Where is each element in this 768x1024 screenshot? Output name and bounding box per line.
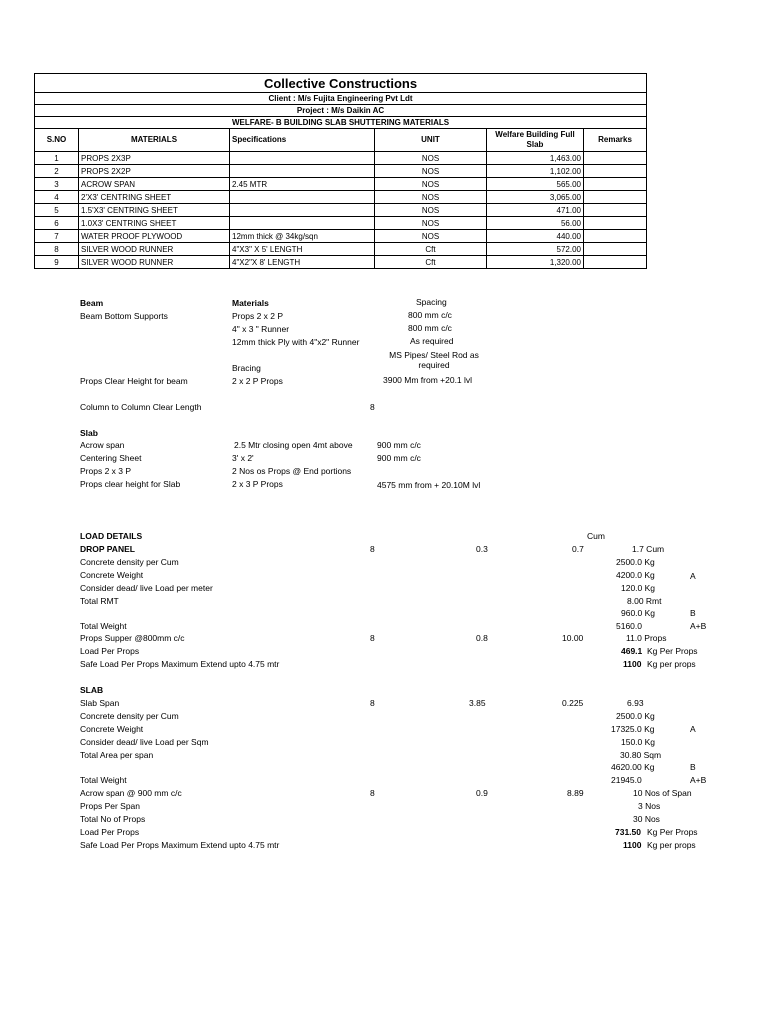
dp-dead-label: Consider dead/ live Load per meter [80,583,213,593]
slab-r2-sp: 900 mm c/c [377,453,421,463]
cell-spec [230,165,375,178]
slab-dead-label: Consider dead/ live Load per Sqm [80,737,209,747]
slab-weight-label: Concrete Weight [80,724,144,734]
dp-lpp-label: Load Per Props [80,646,140,656]
cell-spec [230,217,375,230]
slab-acrow-label: Acrow span @ 900 mm c/c [80,788,182,798]
cell-spec [230,204,375,217]
slab-title: SLAB [80,685,104,695]
dp-weight-tag: A [690,571,696,581]
cell-spec [230,152,375,165]
beam-m5: 2 x 2 P Props [232,376,283,386]
cell-unit: NOS [375,152,487,165]
slab-total-val: 21945.0 [611,775,642,785]
cell-sno: 5 [35,204,79,217]
table-row [35,217,647,230]
cell-remarks [584,165,647,178]
cell-qty: 3,065.00 [487,191,584,204]
table-row [35,256,647,269]
dp-weight-val: 4200.0 Kg [616,570,655,580]
cell-material: SILVER WOOD RUNNER [79,243,230,256]
cell-spec: 2.45 MTR [230,178,375,191]
dp-props-a: 8 [370,633,375,643]
cell-qty: 1,463.00 [487,152,584,165]
dp-rmt-val: 8.00 Rmt [627,596,662,606]
table-row [35,152,647,165]
dp-total-tag: A+B [690,621,707,631]
slab-r4-label: Props clear height for Slab [80,479,181,489]
slab-r1-sp: 900 mm c/c [377,440,421,450]
cell-qty: 56.00 [487,217,584,230]
slab-lpp-unit: Kg Per Props [647,827,698,837]
subject-line: WELFARE- B BUILDING SLAB SHUTTERING MATERIALS [35,117,647,129]
slab-r1-mat: 2.5 Mtr closing open 4mt above [234,440,353,450]
beam-s1: 800 mm c/c [408,310,452,320]
cell-spec: 12mm thick @ 34kg/sqn [230,230,375,243]
dp-safe-label: Safe Load Per Props Maximum Extend upto 4.75 mtr [80,659,280,669]
project-line: Project : M/s Daikin AC [35,105,647,117]
dp-density-val: 2500.0 Kg [616,557,655,567]
cell-unit: NOS [375,191,487,204]
slab-area-val: 30.80 Sqm [620,750,662,760]
slab-weight-tag: A [690,724,696,734]
cell-unit: Cft [375,243,487,256]
slab-acrow-a: 8 [370,788,375,798]
slab-span-d: 6.93 [627,698,644,708]
drop-panel-title: DROP PANEL [80,544,135,554]
slab-tnp-label: Total No of Props [80,814,146,824]
cell-sno: 2 [35,165,79,178]
dp-safe-unit: Kg per props [647,659,696,669]
col-clear-length: Column to Column Clear Length [80,402,202,412]
slab-density-label: Concrete density per Cum [80,711,179,721]
dp-props-d: 11.0 Props [626,633,667,643]
slab-lpp-val: 731.50 [615,827,641,837]
table-row [35,243,647,256]
dp-rmt-label: Total RMT [80,596,119,606]
beam-bottom-supports: Beam Bottom Supports [80,311,168,321]
cell-sno: 7 [35,230,79,243]
dp-dead-val: 120.0 Kg [621,583,656,593]
cell-remarks [584,204,647,217]
cell-remarks [584,230,647,243]
cell-material: 2'X3' CENTRING SHEET [79,191,230,204]
slab-tnp-val: 30 Nos [633,814,660,824]
cell-qty: 471.00 [487,204,584,217]
cell-qty: 1,102.00 [487,165,584,178]
cell-material: WATER PROOF PLYWOOD [79,230,230,243]
table-row [35,178,647,191]
slab-acrow-b: 0.9 [476,788,488,798]
slab-area-tag: B [690,762,696,772]
slab-r2-label: Centering Sheet [80,453,142,463]
slab-total-label: Total Weight [80,775,127,785]
beam-bracing: Bracing [232,363,261,373]
cell-spec: 4"X2"X 8' LENGTH [230,256,375,269]
col-clear-val: 8 [370,402,375,412]
dp-b: 0.3 [476,544,488,554]
beam-m1: Props 2 x 2 P [232,311,284,321]
slab-r1-label: Acrow span [80,440,125,450]
cell-qty: 572.00 [487,243,584,256]
slab-density-val: 2500.0 Kg [616,711,655,721]
cell-qty: 1,320.00 [487,256,584,269]
slab-total-tag: A+B [690,775,707,785]
cell-material: PROPS 2X3P [79,152,230,165]
beam-s4: MS Pipes/ Steel Rod as required [389,350,479,370]
load-cum: Cum [587,531,605,541]
cell-spec [230,191,375,204]
dp-lpp-val: 469.1 [621,646,643,656]
col-materials: MATERIALS [79,129,230,152]
cell-sno: 1 [35,152,79,165]
cell-qty: 440.00 [487,230,584,243]
load-title: LOAD DETAILS [80,531,143,541]
dp-density-label: Concrete density per Cum [80,557,179,567]
cell-spec: 4"X3" X 5' LENGTH [230,243,375,256]
cell-material: ACROW SPAN [79,178,230,191]
cell-material: 1.5'X3' CENTRING SHEET [79,204,230,217]
client-line: Client : M/s Fujita Engineering Pvt Ldt [35,93,647,105]
dp-d: 1.7 Cum [632,544,665,554]
cell-unit: Cft [375,256,487,269]
col-spec: Specifications [230,129,375,152]
beam-materials-head: Materials [232,298,269,308]
col-unit: UNIT [375,129,487,152]
dp-total-val: 5160.0 [616,621,642,631]
cell-material: PROPS 2X2P [79,165,230,178]
dp-safe-val: 1100 [623,659,642,669]
dp-a: 8 [370,544,375,554]
dp-rmt-tag: B [690,608,696,618]
dp-weight-label: Concrete Weight [80,570,144,580]
col-remarks: Remarks [584,129,647,152]
slab-r4-sp: 4575 mm from + 20.10M lvl [377,480,481,490]
cell-material: SILVER WOOD RUNNER [79,256,230,269]
slab-r2-mat: 3' x 2' [232,453,254,463]
slab-lpp-label: Load Per Props [80,827,140,837]
cell-unit: NOS [375,165,487,178]
cell-unit: NOS [375,217,487,230]
slab-acrow-d: 10 Nos of Span [633,788,692,798]
slab-r3-mat: 2 Nos os Props @ End portions [232,466,352,476]
slab-pps-label: Props Per Span [80,801,141,811]
cell-sno: 3 [35,178,79,191]
cell-remarks [584,178,647,191]
cell-remarks [584,243,647,256]
slab-spec-title: Slab [80,428,98,438]
slab-safe-val: 1100 [623,840,642,850]
cell-unit: NOS [375,230,487,243]
beam-m3: 12mm thick Ply with 4"x2" Runner [232,337,360,347]
cell-sno: 9 [35,256,79,269]
cell-sno: 4 [35,191,79,204]
beam-s5: 3900 Mm from +20.1 lvl [383,375,473,385]
slab-pps-val: 3 Nos [638,801,661,811]
slab-span-b: 3.85 [469,698,486,708]
slab-area-weight: 4620.00 Kg [611,762,655,772]
dp-total-label: Total Weight [80,621,127,631]
cell-sno: 6 [35,217,79,230]
beam-s3: As required [410,336,454,346]
cell-qty: 565.00 [487,178,584,191]
beam-m2: 4" x 3 " Runner [232,324,290,334]
cell-remarks [584,217,647,230]
dp-c: 0.7 [572,544,584,554]
cell-remarks [584,152,647,165]
slab-safe-label: Safe Load Per Props Maximum Extend upto 4.75 mtr [80,840,280,850]
dp-rmt-weight: 960.0 Kg [621,608,656,618]
dp-lpp-unit: Kg Per Props [647,646,698,656]
cell-unit: NOS [375,178,487,191]
table-row [35,204,647,217]
dp-props-b: 0.8 [476,633,488,643]
slab-safe-unit: Kg per props [647,840,696,850]
slab-span-a: 8 [370,698,375,708]
materials-table [34,73,647,269]
cell-unit: NOS [375,204,487,217]
dp-props-label: Props Supper @800mm c/c [80,633,185,643]
cell-remarks [584,191,647,204]
col-qty: Welfare Building Full Slab [487,129,584,152]
company-name: Collective Constructions [35,74,647,93]
beam-s2: 800 mm c/c [408,323,452,333]
beam-title: Beam [80,298,104,308]
slab-weight-val: 17325.0 Kg [611,724,655,734]
cell-sno: 8 [35,243,79,256]
table-row [35,191,647,204]
cell-material: 1.0X3' CENTRING SHEET [79,217,230,230]
table-row [35,230,647,243]
col-sno: S.NO [35,129,79,152]
slab-span-c: 0.225 [562,698,584,708]
slab-acrow-c: 8.89 [567,788,584,798]
slab-dead-val: 150.0 Kg [621,737,656,747]
dp-props-c: 10.00 [562,633,584,643]
beam-spacing-head: Spacing [416,297,447,307]
slab-r4-mat: 2 x 3 P Props [232,479,283,489]
slab-area-label: Total Area per span [80,750,154,760]
table-row [35,165,647,178]
beam-clear-height: Props Clear Height for beam [80,376,188,386]
cell-remarks [584,256,647,269]
slab-span-label: Slab Span [80,698,120,708]
slab-r3-label: Props 2 x 3 P [80,466,132,476]
